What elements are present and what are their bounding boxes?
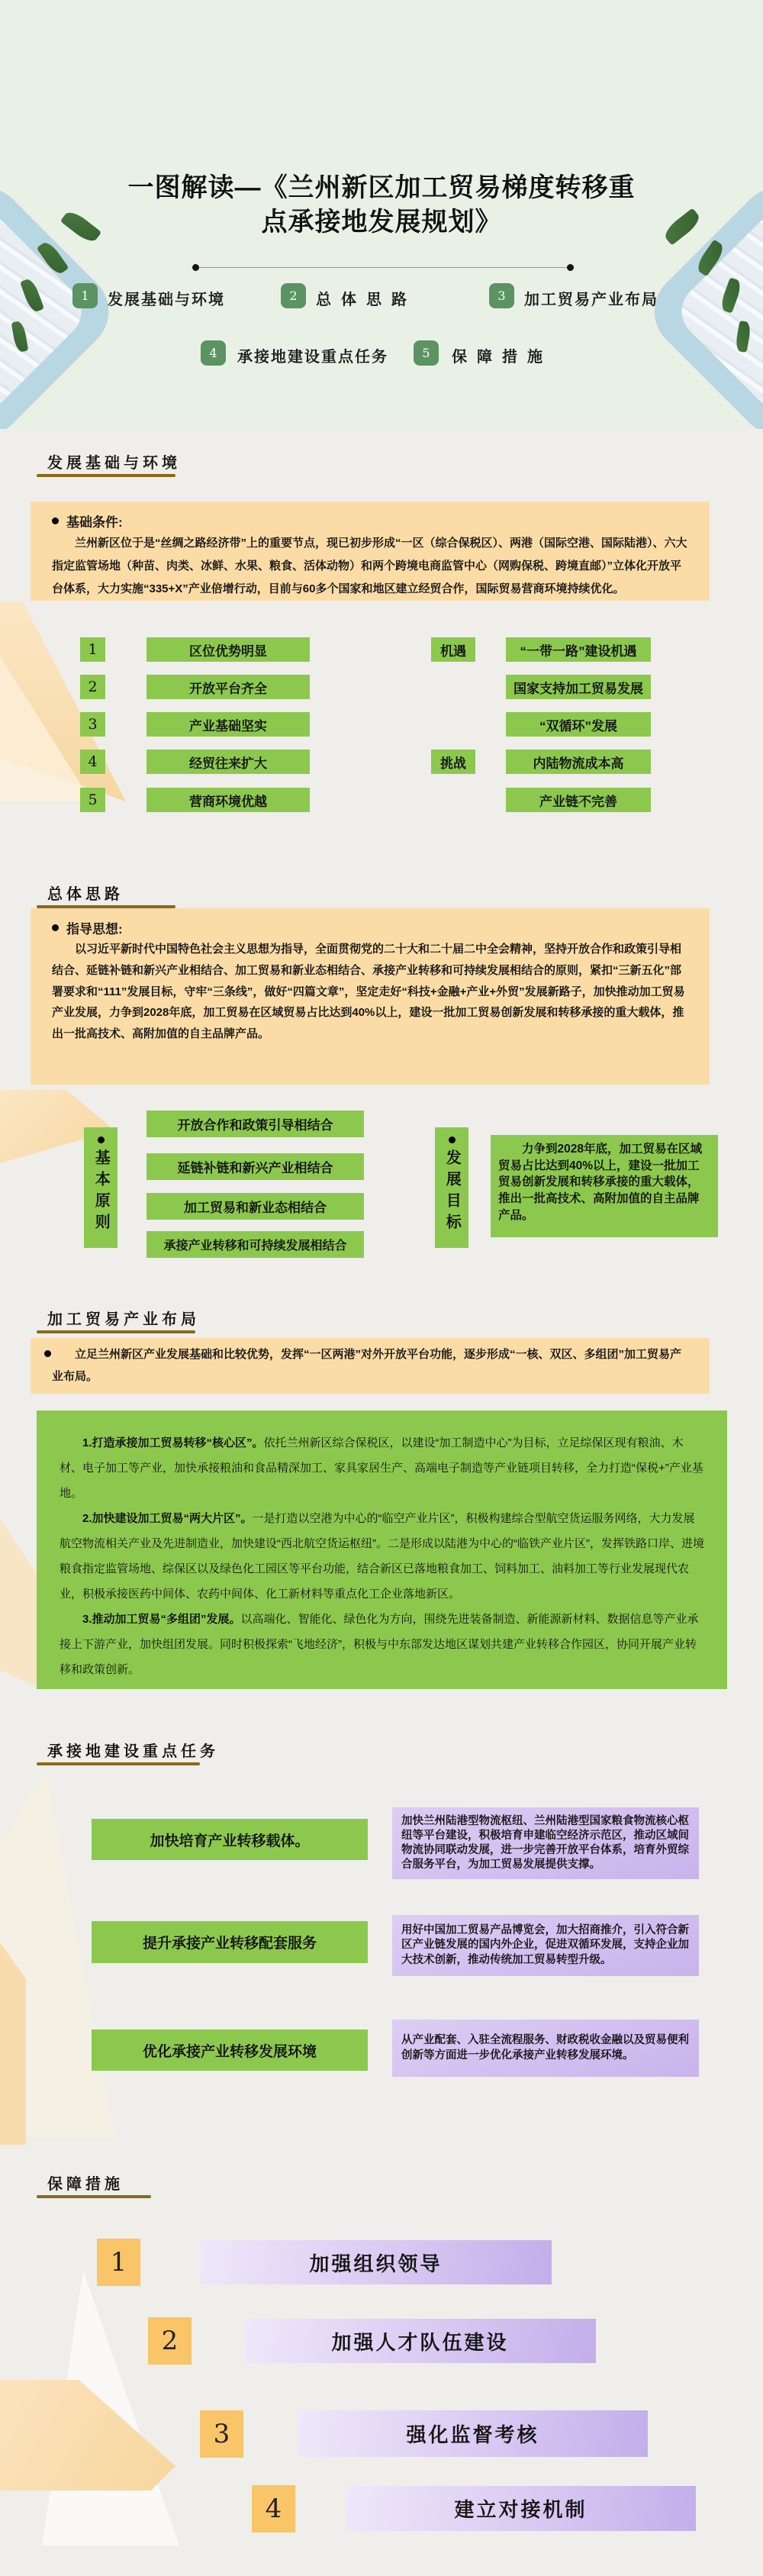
principle-item: 承接产业转移和可持续发展相结合 xyxy=(146,1231,364,1258)
principle-item: 延链补链和新兴产业相结合 xyxy=(146,1153,364,1180)
bullet-icon xyxy=(44,1350,51,1357)
task-description: 加快兰州陆港型物流枢纽、兰州陆港型国家粮食物流核心枢纽等平台建设，积极培育申建临空经济示范区，推动区域间物流协同联动发展，进一步完善开放平台体系，培育外贸综合服务平台，为加工贸易发展提供支撑。 xyxy=(401,1814,689,1872)
principles-vertical-label xyxy=(84,1127,118,1248)
principle-item: 开放合作和政策引导相结合 xyxy=(146,1111,364,1137)
foundation-row-label: 区位优势明显 xyxy=(146,637,310,662)
measure-bar: 加强组织领导 xyxy=(200,2240,552,2284)
page-title-line2: 点承接地发展规划》 xyxy=(261,207,502,237)
section-heading-tasks: 承接地建设重点任务 xyxy=(47,1743,219,1760)
principles-title: 基本原则 xyxy=(92,1149,110,1235)
guide-label: 指导思想: xyxy=(66,921,123,937)
nav-item-safeguard[interactable]: 保障措施 xyxy=(452,349,552,366)
layout-intro: 立足兰州新区产业发展基础和比较优势，发挥“一区两港”对外开放平台功能，逐步形成“一核、双区、多组团”加工贸易产业布局。 xyxy=(52,1348,682,1384)
section-heading-foundation: 发展基础与环境 xyxy=(47,455,181,472)
challenge-item: 产业链不完善 xyxy=(506,788,651,812)
bullet-icon xyxy=(52,517,59,524)
task-label: 提升承接产业转移配套服务 xyxy=(92,1921,368,1963)
measure-number: 1 xyxy=(97,2239,140,2286)
foundation-row-number: 4 xyxy=(80,750,105,774)
opportunity-item: 国家支持加工贸易发展 xyxy=(506,675,651,699)
nav-number-3[interactable]: 3 xyxy=(489,283,514,308)
foundation-row-label: 营商环境优越 xyxy=(146,788,310,812)
challenge-tag: 挑战 xyxy=(431,750,475,774)
layout-paragraph-1: 1.打造承接加工贸易转移“核心区”。依托兰州新区综合保税区，以建设“加工制造中心”为目标，立足综保区现有粮油、木材、电子加工等产业，加快承接粮油和食品精深加工、家具家居生产、高端电子制造等产业链项目转移，全力打造“保税+”产业基地。 xyxy=(60,1436,703,1500)
layout-paragraph-3: 3.推动加工贸易“多组团”发展。以高端化、智能化、绿色化为方向，围绕先进装备制造、新能源新材料、数据信息等产业承接上下游产业，加快组团发展。同时积极探索“飞地经济”，积极与中东部发达地区谋划共建产业转移合作园区，协同开展产业转移和政策创新。 xyxy=(60,1613,699,1676)
task-label: 加快培育产业转移载体。 xyxy=(92,1819,368,1860)
foundation-row-number: 5 xyxy=(80,788,105,812)
opportunity-tag: 机遇 xyxy=(431,637,475,662)
layout-paragraph-2: 2.加快建设加工贸易“两大片区”。一是打造以空港为中心的“临空产业片区”，积极构建综合型航空货运服务网络，大力发展航空物流相关产业及先进制造业，加快建设“西北航空货运枢纽”。二是形成以陆港为中心的“临铁产业片区”，发挥铁路口岸、进境粮食指定监管场地、综保区以及绿色化工园区等平台功能，结合新区已落地粮食加工、饲料加工、油料加工等行业发展现代农业，积极承接医药中间体、农药中间体、化工新材料等重点化工企业落地新区。 xyxy=(60,1512,704,1601)
opportunity-item: “双循环”发展 xyxy=(506,712,651,737)
section-heading-overall: 总体思路 xyxy=(47,886,124,903)
page-title-line1: 一图解读—《兰州新区加工贸易梯度转移重 xyxy=(127,173,636,202)
task-description: 用好中国加工贸易产品博览会，加大招商推介，引入符合新区产业链发展的国内外企业，促进双循环发展，支持企业加大技术创新，推动传统加工贸易转型升级。 xyxy=(401,1924,689,1966)
section-heading-layout: 加工贸易产业布局 xyxy=(47,1311,200,1328)
task-description-panel xyxy=(392,1915,699,1976)
nav-number-5[interactable]: 5 xyxy=(414,340,439,366)
layout-intro-panel xyxy=(31,1338,710,1394)
measure-bar: 强化监督考核 xyxy=(298,2410,648,2457)
page-title xyxy=(0,171,763,240)
section-heading-safeguard: 保障措施 xyxy=(47,2176,124,2193)
foundation-row-label: 产业基础坚实 xyxy=(146,712,310,737)
task-label: 优化承接产业转移发展环境 xyxy=(92,2030,368,2071)
bullet-icon xyxy=(449,1136,456,1143)
foundation-row-number: 2 xyxy=(80,675,105,699)
measure-bar: 加强人才队伍建设 xyxy=(244,2319,596,2363)
foundation-row-label: 经贸往来扩大 xyxy=(146,750,310,774)
basis-text: 兰州新区位于是“丝绸之路经济带”上的重要节点，现已初步形成“一区（综合保税区）、两港（国际空港、国际陆港）、六大指定监管场地（种苗、肉类、冰鲜、水果、粮食、活体动物）和两个跨境电商监管中心（网购保税、跨境直邮）”立体化开放平台体系，大力实施“335+X”产业倍增行动，目前与60多个国家和地区建立经贸合作，国际贸易营商环境持续优化。 xyxy=(52,537,687,595)
foundation-row-number: 1 xyxy=(80,637,105,662)
nav-item-overall[interactable]: 总体思路 xyxy=(316,292,417,308)
foundation-row-number: 3 xyxy=(80,712,105,737)
layout-detail-panel xyxy=(37,1411,727,1689)
section-underline xyxy=(37,1330,195,1333)
section-underline xyxy=(37,1762,200,1765)
goal-text: 力争到2028年底，加工贸易在区域贸易占比达到40%以上，建设一批加工贸易创新发展和转移承接的重大载体，推出一批高技术、高附加值的自主品牌产品。 xyxy=(498,1143,702,1222)
foundation-row-label: 开放平台齐全 xyxy=(146,675,310,699)
title-divider-line xyxy=(195,267,571,268)
nav-number-4[interactable]: 4 xyxy=(201,340,226,366)
measure-bar: 建立对接机制 xyxy=(346,2486,696,2531)
decorative-triangle xyxy=(0,2380,175,2491)
guide-text: 以习近平新时代中国特色社会主义思想为指导，全面贯彻党的二十大和二十届二中全会精神，坚持开放合作和政策引导相结合、延链补链和新兴产业相结合、加工贸易和新业态相结合、承接产业转移和可持续发展相结合的原则，紧扣“三新五化”部署要求和“111”发展目标，守牢“三条线”，做好“四篇文章”，坚定走好“科技+金融+产业+外贸”发展新路子，加快推动加工贸易产业发展，力争到2028年底，加工贸易在区域贸易占比达到40%以上，建设一批加工贸易创新发展和转移承接的重大载体，推出一批高技术、高附加值的自主品牌产品。 xyxy=(52,943,685,1040)
bullet-icon xyxy=(52,924,59,931)
goal-panel xyxy=(491,1135,718,1237)
measure-number: 4 xyxy=(252,2485,295,2532)
task-description: 从产业配套、入驻全流程服务、财政税收金融以及贸易便利创新等方面进一步优化承接产业转移发展环境。 xyxy=(401,2034,689,2062)
bullet-icon xyxy=(98,1136,105,1143)
nav-item-layout[interactable]: 加工贸易产业布局 xyxy=(524,292,658,308)
section-underline xyxy=(37,2195,151,2198)
section-underline xyxy=(37,474,175,477)
task-description-panel xyxy=(392,1807,699,1879)
measure-number: 2 xyxy=(148,2317,192,2365)
nav-item-tasks[interactable]: 承接地建设重点任务 xyxy=(237,349,388,366)
basis-label: 基础条件: xyxy=(66,514,123,530)
nav-number-2[interactable]: 2 xyxy=(281,283,306,308)
opportunity-item: “一带一路”建设机遇 xyxy=(506,637,651,662)
nav-number-1[interactable]: 1 xyxy=(72,283,98,308)
goal-vertical-label xyxy=(435,1127,468,1248)
nav-item-foundation[interactable]: 发展基础与环境 xyxy=(108,292,225,308)
guiding-thought-panel xyxy=(31,908,710,1085)
foundation-basis-panel xyxy=(31,501,710,601)
divider-dot-right xyxy=(567,264,574,271)
task-description-panel xyxy=(392,2020,699,2077)
principle-item: 加工贸易和新业态相结合 xyxy=(146,1193,364,1220)
goal-title: 发展目标 xyxy=(443,1149,461,1235)
measure-number: 3 xyxy=(200,2410,243,2458)
challenge-item: 内陆物流成本高 xyxy=(506,750,651,774)
divider-dot-left xyxy=(192,264,199,271)
